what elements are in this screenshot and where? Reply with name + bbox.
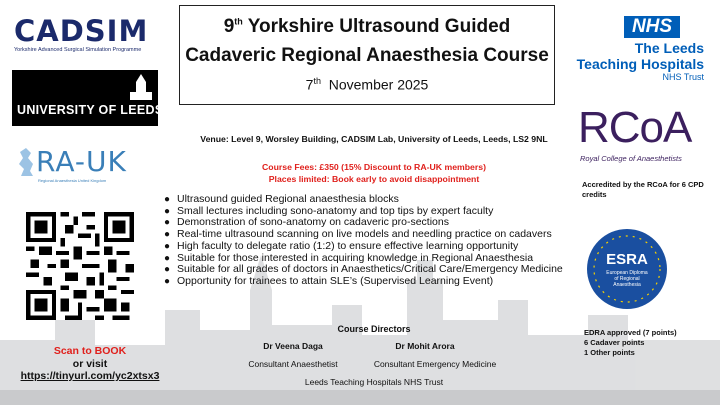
course-date: [180, 76, 554, 93]
esra-wordmark: ESRA: [606, 251, 648, 268]
nhs-trust-line1: The Leeds: [634, 40, 704, 56]
list-item-text: Ultrasound guided Regional anaesthesia blocks: [177, 193, 399, 205]
esra-line2: European Diploma: [606, 270, 648, 276]
rcoa-accreditation-note: Accredited by the RCoA for 6 CPD credits: [582, 180, 704, 199]
cadsim-wordmark: CADSIM: [14, 14, 149, 48]
scan-to-book-label: Scan to BOOK: [53, 345, 127, 357]
cadsim-logo: [12, 14, 162, 56]
booking-link[interactable]: https://tinyurl.com/yc2xtsx3: [20, 370, 160, 382]
director-2-name: Dr Mohit Arora: [395, 341, 455, 351]
course-directors-heading: Course Directors: [337, 324, 411, 334]
director-2-role: Consultant Emergency Medicine: [373, 359, 497, 369]
fees-line2: Places limited: Book early to avoid disappointment: [268, 173, 480, 184]
list-item-text: Demonstration of sono-anatomy on cadaveric pro-sections: [177, 216, 449, 229]
nhs-logo: NHS: [624, 16, 680, 38]
university-of-leeds-text: UNIVERSITY OF LEEDS: [17, 103, 164, 117]
bullet-icon: ●: [164, 229, 171, 241]
list-item-text: Real-time ultrasound scanning on live models and needling practice on cadavers: [177, 228, 552, 241]
rcoa-subtitle: Royal College of Anaesthetists: [580, 154, 682, 163]
list-item-text: Opportunity for trainees to attain SLE’s (Supervised Learning Event): [177, 274, 494, 287]
esra-line4: Anaesthesia: [613, 282, 641, 288]
ra-uk-wordmark: RA-UK: [36, 145, 127, 178]
list-item-text: Suitable for those interested in acquiring knowledge in Regional Anaesthesia: [177, 251, 534, 264]
edra-line3: 1 Other points: [584, 348, 635, 357]
leeds-tower-icon: [130, 74, 152, 100]
bullet-icon: ●: [164, 217, 171, 229]
bullet-icon: ●: [164, 205, 171, 217]
nhs-trust-line2: Teaching Hospitals: [576, 56, 704, 72]
esra-logo: [586, 228, 668, 310]
rcoa-logo: [578, 103, 714, 163]
cadsim-subtitle: Yorkshire Advanced Surgical Simulation Programme: [14, 47, 142, 53]
bullet-icon: ●: [164, 264, 171, 276]
ra-uk-subtitle: Regional Anaesthesia United Kingdom: [38, 178, 107, 183]
bullet-icon: ●: [164, 252, 171, 264]
edition-number: 9: [223, 16, 235, 37]
leeds-teaching-hospitals-name: [574, 40, 704, 83]
booking-qr-code[interactable]: [26, 212, 134, 320]
course-title-line1: [180, 16, 554, 38]
list-item-text: Suitable for all grades of doctors in Anaesthetics/Critical Care/Emergency Medicine: [177, 263, 563, 276]
bullet-icon: ●: [164, 240, 171, 252]
university-of-leeds-logo: [12, 70, 164, 126]
esra-line3: of Regional: [614, 276, 640, 282]
uk-map-icon: [16, 147, 36, 177]
fees-line1: Course Fees: £350 (15% Discount to RA-UK members): [261, 162, 486, 172]
date-day: 7: [305, 76, 314, 93]
course-fees: [174, 162, 574, 185]
directors-trust: Leeds Teaching Hospitals NHS Trust: [304, 377, 444, 387]
ra-uk-logo: [16, 145, 141, 187]
bullet-icon: ●: [164, 194, 171, 205]
edra-approval-note: [584, 328, 718, 358]
venue-text: Venue: Level 9, Worsley Building, CADSIM Lab, University of Leeds, Leeds, LS2 9NL: [200, 134, 548, 144]
edra-line2: 6 Cadaver points: [584, 338, 645, 347]
date-month-year: November 2025: [320, 76, 429, 93]
course-features-list: [162, 194, 582, 288]
list-item: [162, 276, 582, 288]
or-visit-label: or visit: [72, 357, 108, 370]
course-title-line2: Cadaveric Regional Anaesthesia Course: [185, 45, 549, 66]
edition-suffix: th: [234, 16, 243, 27]
course-title-box: [179, 5, 555, 105]
director-1-name: Dr Veena Daga: [263, 341, 323, 351]
scan-to-book: [10, 345, 170, 383]
course-title-line1-text: Yorkshire Ultrasound Guided: [242, 16, 511, 37]
list-item-text: High faculty to delegate ratio (1:2) to ensure effective learning opportunity: [177, 239, 519, 252]
date-suffix: th: [313, 76, 321, 86]
nhs-trust-line3: NHS Trust: [662, 72, 704, 82]
rcoa-wordmark: RCoA: [578, 103, 692, 152]
edra-line1: EDRA approved (7 points): [584, 328, 677, 337]
bullet-icon: ●: [164, 275, 171, 287]
list-item-text: Small lectures including sono-anatomy and top tips by expert faculty: [177, 204, 494, 217]
director-1-role: Consultant Anaesthetist: [248, 359, 338, 369]
